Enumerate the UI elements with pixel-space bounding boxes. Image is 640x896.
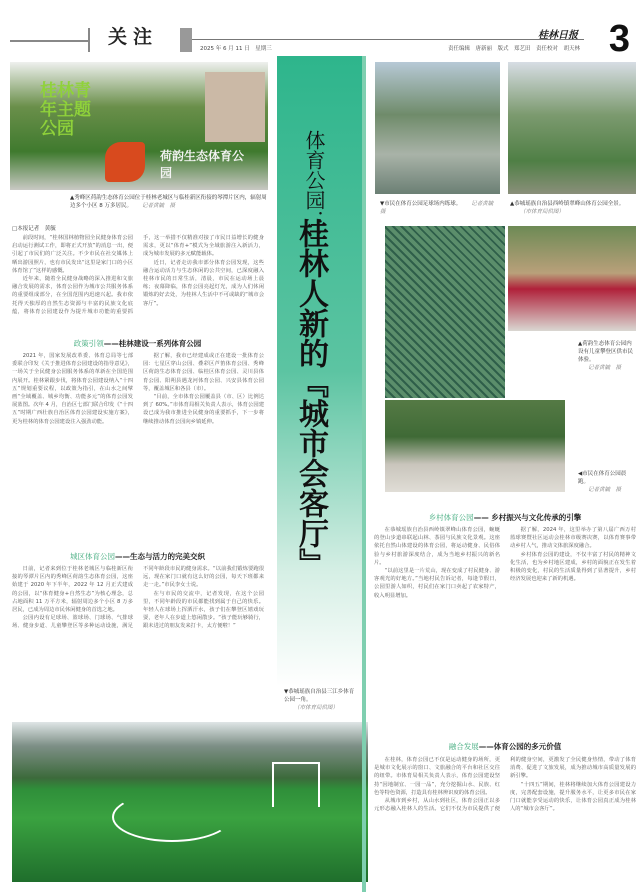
- caption-cuifengshan: [510, 200, 635, 216]
- paragraph: 公园内设有足球场、篮球场、门球场、气排球场、健身步道、儿童攀登区等多种运动设施，满足不同年龄段市民的健身需求。“以前我们锻炼要跑很远，现在家门口就有这么好的公园，每天下班都来走一走。”市民李女士说。: [12, 566, 264, 630]
- section-tag: 乡村体育公园: [428, 513, 474, 522]
- park-entrance-photo: [10, 62, 268, 190]
- football-field-photo: [12, 722, 368, 882]
- header-line: [192, 39, 584, 40]
- climbing-wall-photo: [508, 226, 636, 331]
- paragraph: 据了解，我市已经建成或正在建设一批体育公园：七星区穿山公园、叠彩区芦笛体育公园、秀峰区荷韵生态体育公园、临桂区体育公园、灵川县体育公园、阳朔县遇龙河体育公园、兴安县体育公园等，覆盖城区和各县（市）。: [143, 353, 264, 392]
- issue-date: 2025 年 6 月 11 日 星期三: [200, 46, 272, 52]
- staff-credits: 责任编辑 唐新丽 版式 郑艺田 责任校对 胡天林: [447, 46, 580, 52]
- paragraph: 乡村体育公园的建设，不仅丰富了村民的精神文化生活，也为乡村地区建成，乡村的面貌正在发生着积极的变化，村民的生活质量得到了显著提升，乡村经济发展也迎来了新的机遇。: [510, 551, 636, 583]
- cuifengshan-park-photo: [508, 62, 636, 194]
- section-title: ——桂林建设一系列体育公园: [103, 339, 202, 348]
- section-tag: 城区体育公园: [70, 552, 115, 561]
- section-tag: 政策引领: [73, 339, 104, 348]
- caption-football-practice: [380, 200, 500, 216]
- column-accent-stripe: [362, 56, 366, 892]
- paragraph: 前段时间，“桂林国林植物园全民健身体育公园启动运行测试工作，即将正式开放”的消息一出，便引起了市民们的广泛关注。不少市民在社交媒体上晒出游园照片，也有市民发出“这里是家门口的小区体育馆了”这样的感慨。: [12, 235, 133, 274]
- football-practice-photo: [375, 62, 500, 194]
- section-title: —— 乡村振兴与文化传承的引擎: [473, 513, 582, 522]
- photo-credit: 记者黄毓 摄: [380, 201, 499, 215]
- paragraph: 近日，记者走访我市部分体育公园发现，这些融合运动活力与生态休闲的公共空间，已深度融入桂林市民的日常生活，清晨，市民在运动场上晨练；夜幕降临，体育公园亮起灯光，成为人们休闲锻炼的好去处，为桂林人生活中不可或缺的“城市会客厅”。: [143, 259, 264, 307]
- paragraph: “以前这里是一片荒山，现在变成了村民健身、游客观光的好地方。”当地村民告诉记者，每逢节假日，公园里游人如织，村民们在家门口卖起了农家特产，收入明显增加。: [374, 568, 500, 599]
- paragraph: 在恭城瑶族自治县西岭镇翠峰山体育公园，蜿蜒的登山步道串联起山林、茶园与民族文化景观。这座依托自然山体建设的体育公园，将运动健身、民俗体验与乡村旅游深度结合，成为当地乡村振兴的新名片。: [374, 527, 500, 566]
- section-body-urban: [12, 565, 264, 715]
- section-heading-integration: [372, 741, 638, 752]
- section-title: 关注: [108, 26, 159, 48]
- sign-qingnian: 桂林青年主题公园: [40, 81, 91, 139]
- photo-credit: 记者黄毓 摄: [588, 487, 622, 493]
- header-rule: [10, 40, 88, 42]
- caption-runner: [578, 470, 636, 494]
- header-block: [180, 28, 192, 52]
- photo-credit: 记者黄毓 摄: [142, 203, 176, 209]
- paragraph: 日前，记者来到位于桂林老城区与临桂新区衔接的琴潭片区内的秀峰区荷韵生态体育公园，这座始建于 2020 年下半年，2022 年 12 月正式建成的公园，以“体育健身+自然生态”为核心理念，总占地面积 11 万平方米，辐射周边多个小区 8 万多居民，已成为周边市民休闲健身的首选之地。: [12, 566, 133, 614]
- caption-text: ▲秀峰区荷韵生态体育公园位于桂林老城区与临桂新区衔接的琴潭片区内，辐射周边多个小区 8 万多居民。: [70, 195, 267, 209]
- runner-photo: [385, 400, 565, 492]
- caption-text: ▼恭城瑶族自治县三江乡体育公园一角。: [284, 689, 355, 703]
- article-intro: [12, 234, 264, 330]
- paragraph: 近年来，随着全民健身战略的深入推进和文旅融合发展的需求，体育公园作为城市公共服务体系的重要组成部分，在全国范围内迅速兴起。我市依托得天独厚的自然生态资源与丰富的民族文化底蕴，将体育公园建设作为提升城市功能的重要抓手，这一举措不仅精准对接了市民日益增长的健身需求，更以“体育+”模式为全域旅游注入新活力，成为城市发展的多元赋能载体。: [12, 235, 264, 315]
- fence-walker-photo: [385, 226, 505, 398]
- paragraph: 据了解，2024 年，这里举办了第八届广西万村篮球赛暨社区运动会桂林市级赛决赛，以体育赛事带动乡村人气，推动文体旅深度融合。: [510, 527, 636, 550]
- photo-credit: （市体育局供图）: [520, 209, 565, 215]
- paragraph: 在桂林，体育公园已不仅是运动健身的场所，更是城市文化展示的窗口、文旅融合的平台和社区交往的纽带。市体育局相关负责人表示，体育公园建设坚持“因地制宜、一园一品”，充分挖掘山水、民族、红色等特色资源，打造具有桂林辨识度的体育公园。: [374, 757, 500, 796]
- caption-text: ◀市民在体育公园晨跑。: [578, 471, 627, 485]
- header-divider: [88, 28, 90, 52]
- paragraph: “十四五”期间，桂林将继续加大体育公园建设力度，完善配套设施，提升服务水平，让更多市民在家门口就能享受运动的快乐，让体育公园真正成为桂林人的“城市会客厅”。: [510, 781, 636, 813]
- section-heading-rural: [372, 512, 638, 523]
- photo-credit: 记者黄毓 摄: [588, 365, 622, 371]
- section-tag: 融合发展: [448, 742, 479, 751]
- caption-text: ▲荷韵生态体育公园内设有儿童攀登区供市民体验。: [578, 341, 634, 363]
- caption-text: ▲恭城瑶族自治县西岭镇翠峰山体育公园全景。: [510, 201, 625, 207]
- newspaper-logo: 桂林日报: [538, 30, 578, 41]
- section-body-rural: [374, 526, 636, 726]
- paragraph: 2021 年，国家发展改革委、体育总局等七部委联合印发《关于推进体育公园建设的指导意见》，一场关于全民健身公园服务体系的革新在全国范围内展开。桂林紧跟步伐，将体育公园建设纳入“十四五”规划重要议程，以政策为指引，在山水之间擘画“全域覆盖、城乡均衡、功能多元”的体育公园发展蓝图。次年 4 月，自治区七部门联合印发《“十四五”时期广西壮族自治区体育公园建设实施方案》，更为桂林的体育公园建设注入强劲动能。: [12, 353, 133, 425]
- paragraph: 从城市到乡村，从山水到社区，体育公园正以多元形态融入桂林人的生活。它们不仅为市民提供了便利的健身空间，更激发了全民健身热情，带动了体育消费、促进了文旅发展，成为推动城市高质量发展的新引擎。: [374, 757, 636, 813]
- byline: □本报记者 黄毓: [12, 226, 56, 232]
- section-heading-urban: [10, 551, 265, 562]
- caption-text: ▼市民在体育公园足球场内练球。: [380, 201, 462, 207]
- paragraph: “目前，全市体育公园覆盖县（市、区）比例达到了 60%。”市体育局相关负责人表示，体育公园建设已成为我市推进全民健身的重要抓手，下一步将继续推动体育公园向乡镇延伸。: [143, 394, 264, 425]
- headline-part1: 体育公园：: [302, 130, 326, 230]
- sign-heyun: 荷韵生态体育公园: [160, 149, 245, 180]
- section-body-policy: [12, 352, 264, 542]
- section-title: ——生态与活力的完美交织: [115, 552, 205, 561]
- middle-photo-caption: [284, 688, 356, 712]
- photo-caption: [70, 194, 268, 210]
- paragraph: 在与市民的交流中，记者发现，在这个公园里，不同年龄段的市民都能找到属于自己的快乐。年轻人在球场上挥洒汗水，孩子们在攀登区嬉戏玩耍，老年人在步道上悠闲散步。“孩子能玩够骑行，跟未进过的朋友发来打卡，太方便啦！”: [143, 590, 264, 630]
- page-number: 3: [608, 18, 630, 60]
- photo-credit: （市体育局供图）: [294, 705, 339, 711]
- caption-climbing: [578, 340, 636, 372]
- section-body-integration: [374, 756, 636, 890]
- section-title: ——体育公园的多元价值: [478, 742, 562, 751]
- headline-part2: 桂林人新的『城市会客厅』: [293, 218, 328, 578]
- section-heading-policy: [10, 338, 265, 349]
